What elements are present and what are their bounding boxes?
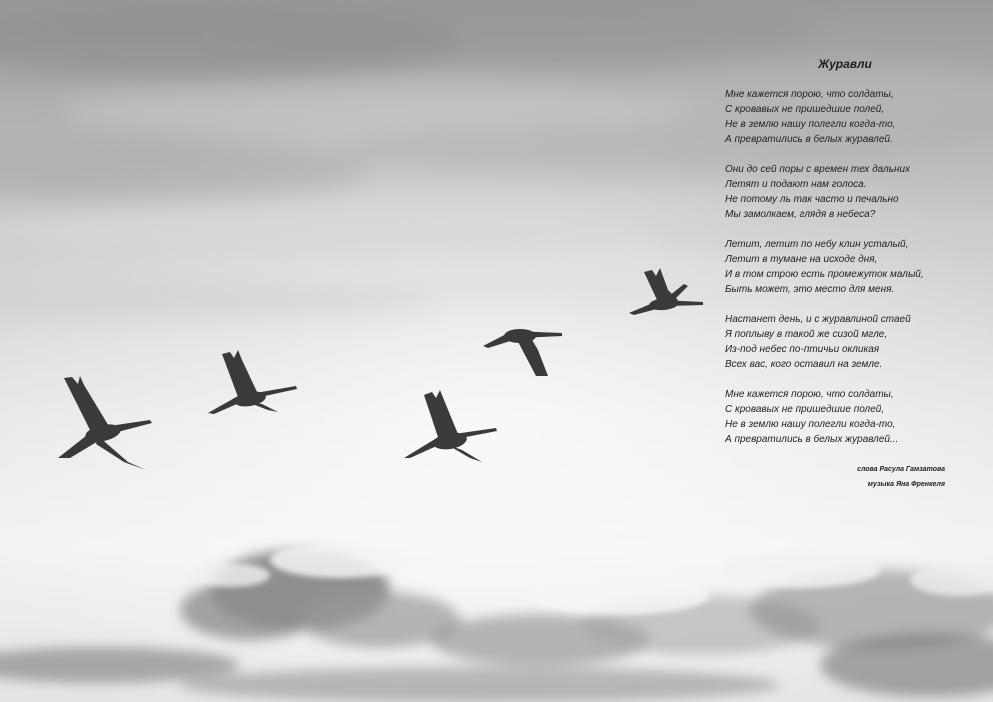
poem-line: Быть может, это место для меня. — [725, 284, 895, 295]
poem-line: С кровавых не пришедшие полей, — [725, 104, 885, 115]
poem-line: Летит в тумане на исходе дня, — [725, 254, 878, 265]
stanza — [725, 237, 955, 297]
stanza — [725, 162, 955, 222]
poem-line: Настанет день, и с журавлиной стаей — [725, 314, 911, 325]
poem-line: Я поплыву в такой же сизой мгле, — [725, 329, 888, 340]
poem-line: Мы замолкаем, глядя в небеса? — [725, 209, 876, 220]
stanza — [725, 312, 955, 372]
poem-line: А превратились в белых журавлей... — [725, 434, 899, 445]
poem-line: Мне кажется порою, что солдаты, — [725, 389, 894, 400]
music-credit: музыка Яна Френкеля — [867, 481, 945, 488]
poem — [725, 56, 955, 492]
poem-line: Мне кажется порою, что солдаты, — [725, 89, 894, 100]
poem-line: Летит, летит по небу клин усталый, — [725, 239, 909, 250]
lyrics-credit: слова Расула Гамзатова — [857, 466, 945, 473]
poem-line: Они до сей поры с времен тех дальних — [725, 164, 911, 175]
poem-line: Из-под небес по-птичьи окликая — [725, 344, 880, 355]
poem-line: Всех вас, кого оставил на земле. — [725, 359, 883, 370]
poem-line: Не в землю нашу полегли когда-то, — [725, 419, 896, 430]
poem-line: Не в землю нашу полегли когда-то, — [725, 119, 896, 130]
poem-line: Не потому ль так часто и печально — [725, 194, 899, 205]
poem-line: Летят и подают нам голоса. — [725, 179, 867, 190]
poem-line: С кровавых не пришедшие полей, — [725, 404, 885, 415]
credits — [725, 462, 955, 492]
stanza — [725, 87, 955, 147]
poem-title: Журавли — [818, 57, 872, 71]
poem-line: И в том строю есть промежуток малый, — [725, 269, 924, 280]
poem-line: А превратились в белых журавлей. — [725, 134, 893, 145]
stanza — [725, 387, 955, 447]
